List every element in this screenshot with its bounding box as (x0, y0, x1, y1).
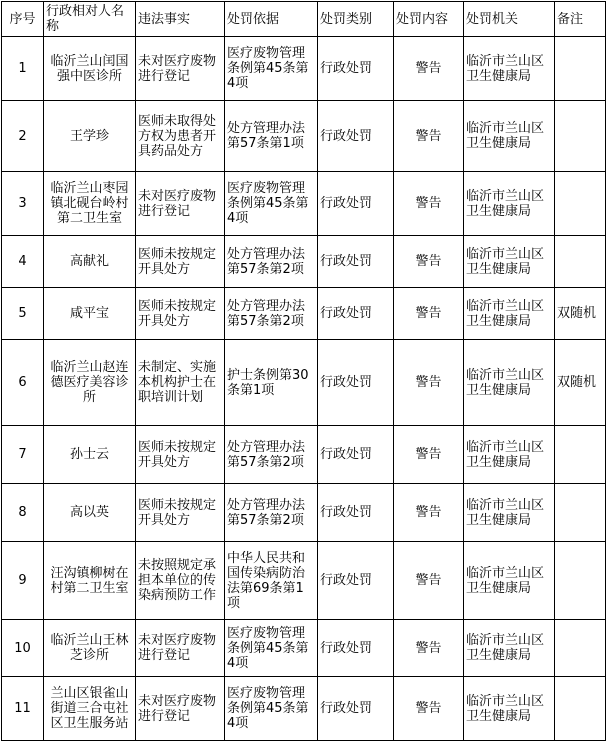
cell-content: 警告 (394, 620, 464, 677)
table-row (2, 426, 606, 484)
cell-basis: 中华人民共和国传染病防治法第69条第1项 (225, 542, 318, 620)
header-no: 序号 (2, 2, 44, 37)
cell-type: 行政处罚 (318, 426, 394, 484)
cell-type: 行政处罚 (318, 236, 394, 288)
cell-type: 行政处罚 (318, 288, 394, 340)
header-party: 行政相对人名称 (44, 2, 136, 37)
header-note: 备注 (555, 2, 606, 37)
cell-type: 行政处罚 (318, 484, 394, 542)
cell-party: 汪沟镇柳树在村第二卫生室 (44, 542, 136, 620)
cell-basis: 医疗废物管理条例第45条第4项 (225, 620, 318, 677)
cell-party: 咸平宝 (44, 288, 136, 340)
cell-basis: 医疗废物管理条例第45条第4项 (225, 172, 318, 236)
cell-no: 8 (2, 484, 44, 542)
cell-basis: 医疗废物管理条例第45条第4项 (225, 37, 318, 101)
cell-content: 警告 (394, 340, 464, 426)
table-row (2, 101, 606, 172)
cell-fact: 医师未按规定开具处方 (136, 484, 225, 542)
table-row (2, 172, 606, 236)
cell-content: 警告 (394, 101, 464, 172)
cell-fact: 医师未按规定开具处方 (136, 426, 225, 484)
cell-no: 11 (2, 677, 44, 741)
header-fact: 违法事实 (136, 2, 225, 37)
cell-note (555, 620, 606, 677)
cell-org: 临沂市兰山区卫生健康局 (464, 340, 555, 426)
cell-no: 4 (2, 236, 44, 288)
cell-content: 警告 (394, 426, 464, 484)
header-org: 处罚机关 (464, 2, 555, 37)
cell-org: 临沂市兰山区卫生健康局 (464, 236, 555, 288)
cell-type: 行政处罚 (318, 542, 394, 620)
cell-note (555, 542, 606, 620)
cell-party: 临沂兰山王林芝诊所 (44, 620, 136, 677)
cell-party: 兰山区银雀山街道三合屯社区卫生服务站 (44, 677, 136, 741)
table-row (2, 484, 606, 542)
cell-party: 临沂兰山闰国强中医诊所 (44, 37, 136, 101)
cell-type: 行政处罚 (318, 340, 394, 426)
cell-basis: 处方管理办法第57条第2项 (225, 484, 318, 542)
cell-note (555, 426, 606, 484)
cell-note (555, 236, 606, 288)
table-row (2, 620, 606, 677)
cell-party: 临沂兰山枣园镇北砚台岭村第二卫生室 (44, 172, 136, 236)
table-row (2, 236, 606, 288)
cell-content: 警告 (394, 484, 464, 542)
cell-org: 临沂市兰山区卫生健康局 (464, 484, 555, 542)
cell-no: 9 (2, 542, 44, 620)
cell-fact: 未对医疗废物进行登记 (136, 620, 225, 677)
table-row (2, 542, 606, 620)
penalty-table (1, 1, 606, 741)
cell-no: 1 (2, 37, 44, 101)
cell-fact: 未对医疗废物进行登记 (136, 37, 225, 101)
cell-basis: 处方管理办法第57条第2项 (225, 426, 318, 484)
cell-note (555, 37, 606, 101)
cell-org: 临沂市兰山区卫生健康局 (464, 288, 555, 340)
cell-note (555, 172, 606, 236)
table-row (2, 37, 606, 101)
cell-party: 高献礼 (44, 236, 136, 288)
cell-type: 行政处罚 (318, 677, 394, 741)
cell-org: 临沂市兰山区卫生健康局 (464, 426, 555, 484)
cell-content: 警告 (394, 172, 464, 236)
cell-org: 临沂市兰山区卫生健康局 (464, 542, 555, 620)
cell-no: 7 (2, 426, 44, 484)
cell-content: 警告 (394, 677, 464, 741)
cell-org: 临沂市兰山区卫生健康局 (464, 37, 555, 101)
cell-note: 双随机 (555, 340, 606, 426)
cell-no: 2 (2, 101, 44, 172)
cell-org: 临沂市兰山区卫生健康局 (464, 101, 555, 172)
cell-basis: 处方管理办法第57条第2项 (225, 236, 318, 288)
cell-note: 双随机 (555, 288, 606, 340)
cell-note (555, 101, 606, 172)
cell-content: 警告 (394, 37, 464, 101)
cell-party: 高以英 (44, 484, 136, 542)
cell-note (555, 484, 606, 542)
header-row (2, 2, 606, 37)
header-type: 处罚类别 (318, 2, 394, 37)
table-row (2, 340, 606, 426)
cell-content: 警告 (394, 288, 464, 340)
cell-fact: 医师未按规定开具处方 (136, 236, 225, 288)
cell-org: 临沂市兰山区卫生健康局 (464, 620, 555, 677)
cell-type: 行政处罚 (318, 620, 394, 677)
cell-basis: 医疗废物管理条例第45条第4项 (225, 677, 318, 741)
cell-party: 孙士云 (44, 426, 136, 484)
cell-basis: 处方管理办法第57条第1项 (225, 101, 318, 172)
header-basis: 处罚依据 (225, 2, 318, 37)
cell-basis: 护士条例第30条第1项 (225, 340, 318, 426)
cell-fact: 未按照规定承担本单位的传染病预防工作 (136, 542, 225, 620)
cell-note (555, 677, 606, 741)
cell-basis: 处方管理办法第57条第2项 (225, 288, 318, 340)
table-row (2, 677, 606, 741)
cell-org: 临沂市兰山区卫生健康局 (464, 677, 555, 741)
cell-party: 王学珍 (44, 101, 136, 172)
cell-content: 警告 (394, 542, 464, 620)
cell-fact: 未制定、实施本机构护士在职培训计划 (136, 340, 225, 426)
cell-type: 行政处罚 (318, 172, 394, 236)
cell-party: 临沂兰山赵连德医疗美容诊所 (44, 340, 136, 426)
cell-fact: 未对医疗废物进行登记 (136, 172, 225, 236)
cell-no: 5 (2, 288, 44, 340)
header-content: 处罚内容 (394, 2, 464, 37)
cell-no: 10 (2, 620, 44, 677)
cell-fact: 医师未按规定开具处方 (136, 288, 225, 340)
cell-no: 3 (2, 172, 44, 236)
cell-type: 行政处罚 (318, 101, 394, 172)
cell-type: 行政处罚 (318, 37, 394, 101)
table-row (2, 288, 606, 340)
cell-org: 临沂市兰山区卫生健康局 (464, 172, 555, 236)
cell-content: 警告 (394, 236, 464, 288)
cell-no: 6 (2, 340, 44, 426)
cell-fact: 医师未取得处方权为患者开具药品处方 (136, 101, 225, 172)
cell-fact: 未对医疗废物进行登记 (136, 677, 225, 741)
